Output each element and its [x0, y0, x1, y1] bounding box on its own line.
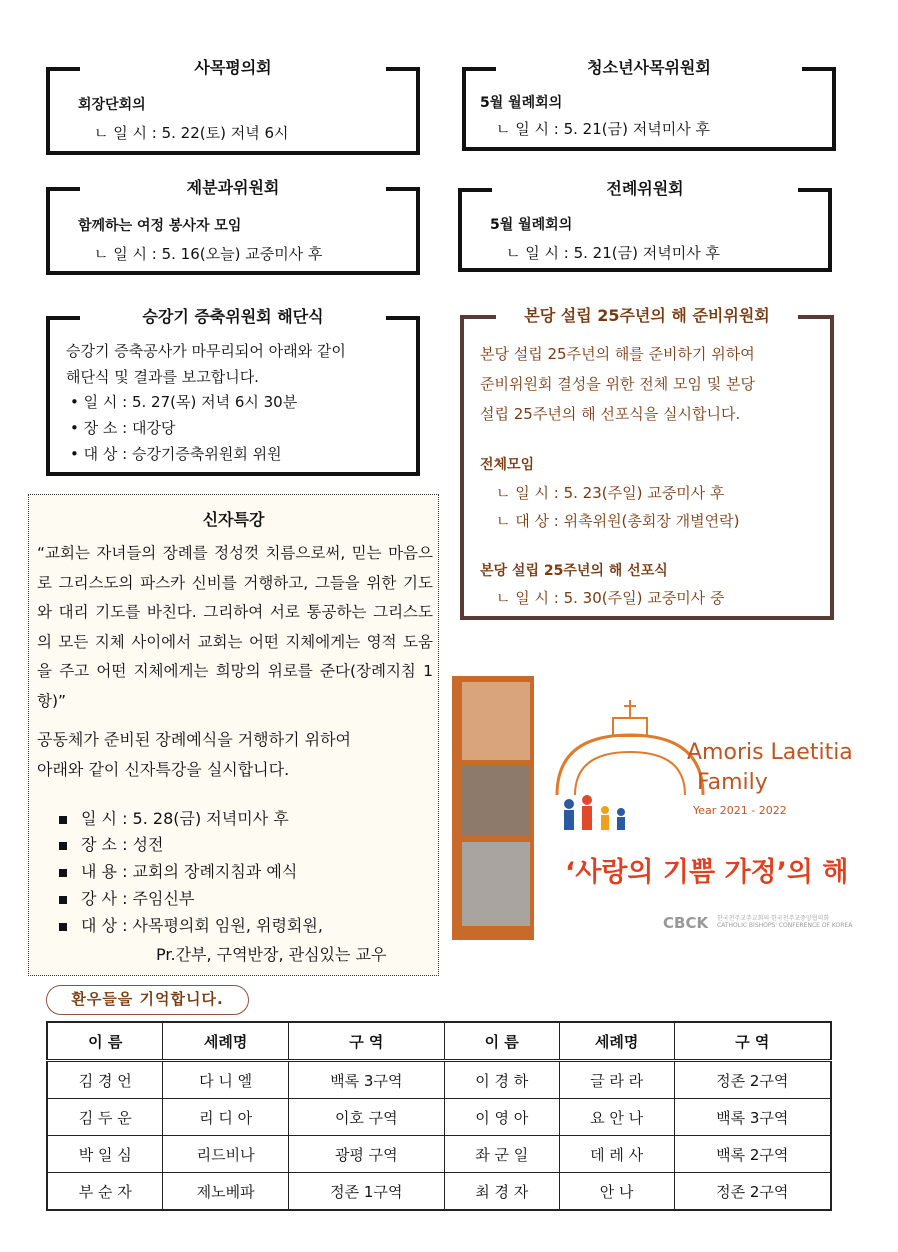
elevator-box [46, 307, 420, 476]
lecture-item-place: 장 소 : 성전 [59, 832, 163, 855]
lecture-p2: 아래와 같이 신자특강을 실시합니다. [37, 760, 290, 779]
table-cell: 다 니 엘 [163, 1061, 288, 1099]
table-cell: 이호 구역 [288, 1099, 444, 1136]
amoris-laetitia-logo [545, 700, 853, 945]
elevator-p1: 승강기 증축공사가 마무리되어 아래와 같이 [66, 342, 346, 360]
table-cell: 정존 2구역 [674, 1173, 831, 1211]
elevator-p2: 해단식 및 결과를 보고합니다. [66, 368, 259, 386]
table-cell: 안 나 [559, 1173, 674, 1211]
anniversary-meeting-date: ㄴ 일 시 : 5. 23(주일) 교중미사 후 [496, 484, 725, 502]
table-cell: 백록 3구역 [288, 1061, 444, 1099]
youth-line: ㄴ 일 시 : 5. 21(금) 저녁미사 후 [496, 120, 710, 138]
lecture-item-date: 일 시 : 5. 28(금) 저녁미사 후 [59, 806, 289, 829]
anniversary-meeting-heading: 전체모임 [480, 457, 535, 473]
council-title: 사목평의회 [194, 58, 272, 77]
anniversary-box [460, 306, 834, 620]
col-district-1: 구 역 [288, 1022, 444, 1061]
lecture-item-target-cont: Pr.간부, 구역반장, 관심있는 교우 [156, 945, 387, 964]
table-header-row [47, 1022, 831, 1061]
patients-table [46, 1021, 832, 1211]
logo-title-1: Amoris Laetitia [687, 740, 853, 765]
table-cell: 김 경 언 [47, 1061, 163, 1099]
table-row [47, 1136, 831, 1173]
lecture-title: 신자특강 [202, 510, 265, 529]
anniversary-proclamation-date: ㄴ 일 시 : 5. 30(주일) 교중미사 중 [496, 589, 725, 607]
lecture-item-content: 내 용 : 교회의 장례지침과 예식 [59, 859, 297, 882]
cbck-sub-2: CATHOLIC BISHOPS' CONFERENCE OF KOREA [717, 922, 853, 929]
dome-icon [545, 700, 845, 945]
anniversary-meeting-target: ㄴ 대 상 : 위촉위원(총회장 개별연락) [496, 512, 740, 530]
logo-title-2: Family [697, 770, 768, 795]
table-row [47, 1061, 831, 1099]
lecture-p1: 공동체가 준비된 장례예식을 거행하기 위하여 [37, 730, 352, 749]
table-cell: 정존 1구역 [288, 1173, 444, 1211]
committee-box [46, 178, 420, 275]
table-cell: 박 일 심 [47, 1136, 163, 1173]
youth-title: 청소년사목위원회 [587, 58, 711, 77]
lecture-quote: “교회는 자녀들의 장례를 정성껏 치름으로써, 믿는 마음으로 그리스도의 파스카 신비를 거행하고, 그들을 위한 기도와 대리 기도를 바친다. 그리하여 서로 통공하는 그리스도의 모든 지체 사이에서 교회는 어떤 지체에게는 영적 도움을 주고 어떤 지체에게는 희망의 위로를 준다(장례지침 1항)” [37, 544, 433, 710]
anniversary-p2: 준비위원회 결성을 위한 전체 모임 및 본당 [480, 375, 755, 393]
col-name-2: 이 름 [444, 1022, 559, 1061]
family-photo-collage [452, 676, 534, 940]
lecture-box [28, 494, 439, 976]
council-sub: 회장단회의 [78, 97, 146, 113]
cbck-sub-1: 한국천주교주교회의·한국천주교중앙협의회 [717, 915, 830, 922]
table-cell: 글 라 라 [559, 1061, 674, 1099]
committee-sub: 함께하는 여정 봉사자 모임 [78, 218, 242, 234]
elevator-item-place: • 장 소 : 대강당 [70, 419, 176, 437]
table-cell: 김 두 운 [47, 1099, 163, 1136]
anniversary-title: 본당 설립 25주년의 해 준비위원회 [524, 306, 770, 325]
table-cell: 광평 구역 [288, 1136, 444, 1173]
lecture-item-target: 대 상 : 사목평의회 임원, 위령회원, [59, 913, 323, 936]
table-cell: 백록 3구역 [674, 1099, 831, 1136]
table-cell: 백록 2구역 [674, 1136, 831, 1173]
committee-title: 제분과위원회 [186, 178, 280, 197]
liturgy-line: ㄴ 일 시 : 5. 21(금) 저녁미사 후 [506, 244, 720, 262]
table-cell: 부 순 자 [47, 1173, 163, 1211]
elevator-title: 승강기 증축위원회 해단식 [142, 307, 324, 326]
col-baptism-1: 세례명 [163, 1022, 288, 1061]
committee-line: ㄴ 일 시 : 5. 16(오늘) 교중미사 후 [94, 245, 323, 263]
col-district-2: 구 역 [674, 1022, 831, 1061]
table-cell: 이 경 하 [444, 1061, 559, 1099]
anniversary-p1: 본당 설립 25주년의 해를 준비하기 위하여 [480, 345, 755, 363]
lecture-item-speaker: 강 사 : 주임신부 [59, 886, 194, 909]
table-cell: 최 경 자 [444, 1173, 559, 1211]
col-name-1: 이 름 [47, 1022, 163, 1061]
cbck-logo: CBCK [663, 914, 709, 932]
table-cell: 제노베파 [163, 1173, 288, 1211]
youth-box [462, 58, 836, 151]
anniversary-p3: 설립 25주년의 해 선포식을 실시합니다. [480, 405, 741, 423]
council-box [46, 58, 420, 155]
table-cell: 정존 2구역 [674, 1061, 831, 1099]
logo-year: Year 2021 - 2022 [693, 804, 787, 817]
col-baptism-2: 세례명 [559, 1022, 674, 1061]
council-line: ㄴ 일 시 : 5. 22(토) 저녁 6시 [94, 124, 289, 142]
table-cell: 요 안 나 [559, 1099, 674, 1136]
logo-slogan: ‘사랑의 기쁨 가정’의 해 [565, 857, 849, 888]
table-cell: 이 영 아 [444, 1099, 559, 1136]
table-row [47, 1099, 831, 1136]
table-cell: 리드비나 [163, 1136, 288, 1173]
anniversary-proclamation-heading: 본당 설립 25주년의 해 선포식 [480, 563, 668, 579]
table-row [47, 1173, 831, 1211]
table-cell: 좌 군 일 [444, 1136, 559, 1173]
elevator-item-date: • 일 시 : 5. 27(목) 저녁 6시 30분 [70, 393, 298, 411]
youth-sub: 5월 월례회의 [480, 95, 563, 111]
liturgy-box [458, 179, 832, 272]
table-cell: 데 레 사 [559, 1136, 674, 1173]
patients-heading: 환우들을 기억합니다. [46, 985, 249, 1015]
liturgy-sub: 5월 월례회의 [490, 217, 573, 233]
table-cell: 리 디 아 [163, 1099, 288, 1136]
liturgy-title: 전례위원회 [606, 179, 684, 198]
elevator-item-target: • 대 상 : 승강기증축위원회 위원 [70, 445, 282, 463]
